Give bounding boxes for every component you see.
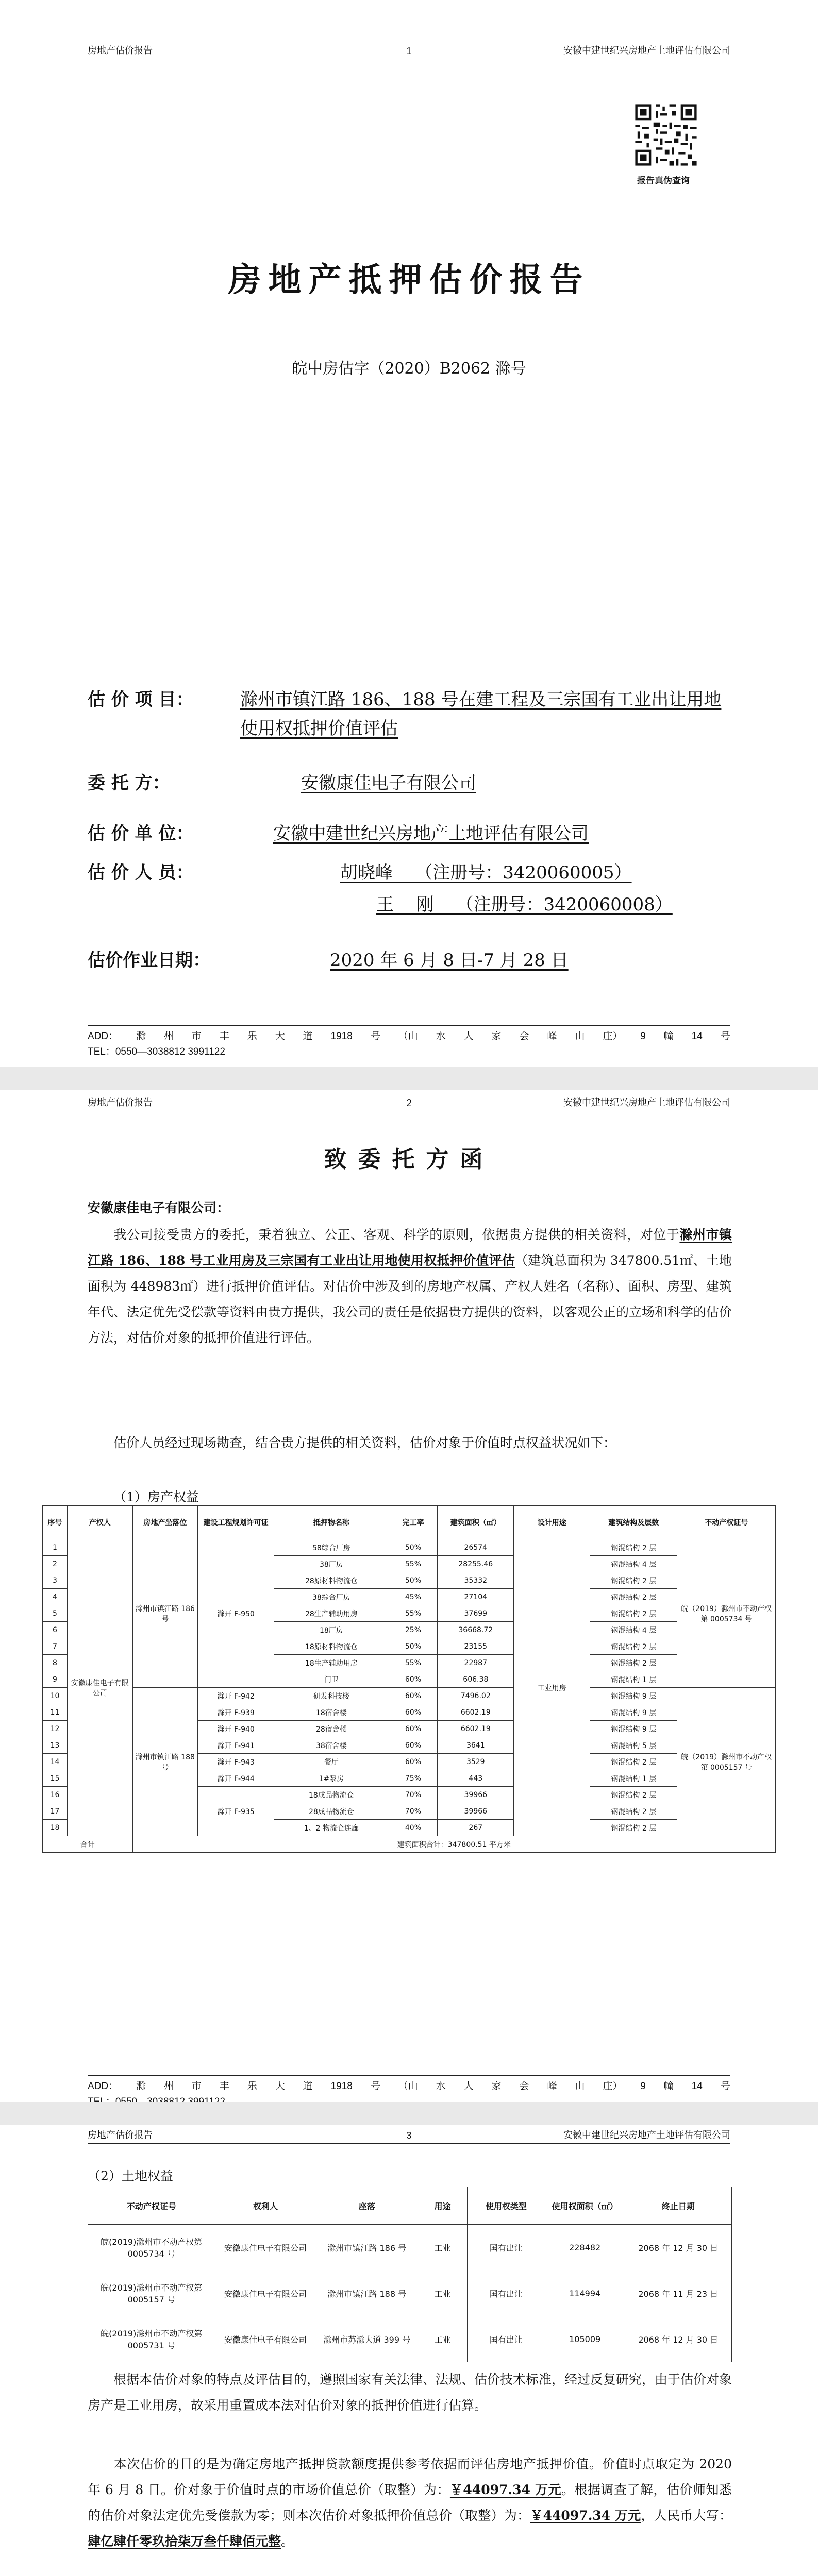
cell-permit: 滁开 F-942 — [198, 1688, 274, 1704]
footer-address-part: （山 — [398, 2081, 418, 2092]
cell-rate: 60% — [389, 1688, 438, 1704]
land-cell: 228482 — [545, 2225, 625, 2270]
cell-name: 1#泵房 — [274, 1770, 389, 1787]
footer-address-part: 家 — [491, 1031, 502, 1042]
cell-area: 36668.72 — [438, 1622, 514, 1638]
cell-rate: 70% — [389, 1787, 438, 1803]
cell-area: 23155 — [438, 1638, 514, 1655]
footer-address-part: 山 — [575, 2081, 585, 2092]
appraiser-row — [88, 858, 732, 915]
header-right: 安徽中建世纪兴房地产土地评估有限公司 — [563, 1097, 730, 1108]
footer-address-part: 14 — [691, 2081, 703, 2092]
th-location: 房地产坐落位 — [132, 1506, 198, 1539]
table-row — [43, 1539, 776, 1556]
cell-permit: 滁开 F-944 — [198, 1770, 274, 1787]
cell-area: 22987 — [438, 1655, 514, 1671]
cell-struct: 钢混结构 2 层 — [590, 1539, 677, 1556]
cell-no: 17 — [43, 1803, 68, 1820]
cell-name: 18原材料物流仓 — [274, 1638, 389, 1655]
cell-owner: 安徽康佳电子有限公司 — [67, 1539, 132, 1836]
footer-address-part: 幢 — [663, 1031, 674, 1042]
th-struct: 建筑结构及层数 — [590, 1506, 677, 1539]
footer-tel: TEL：0550—3038812 3991122 — [88, 1046, 225, 1057]
letter-paragraph-1: 我公司接受贵方的委托，秉着独立、公正、客观、科学的原则，依据贵方提供的相关资料，对位于滁州市镇江路 186、188 号工业用房及三宗国有工业出让用地使用权抵押价值评估（建筑总面积为 347800.51㎡、土地面积为 448983㎡）进行抵押价值评估。对估价中涉及到的房地产权属、产权人姓名（名称）、面积、房型、建筑年代、法定优先受偿款等资料由贵方提供，我公司的责任是依据贵方提供的资料，以客观公正的立场和科学的估价方法，对估价对象的抵押价值进行评估。 — [88, 1227, 732, 1345]
header-page-number: 2 — [406, 1098, 412, 1108]
footer-address-part: 丰 — [219, 2081, 229, 2092]
cell-area: 3641 — [438, 1737, 514, 1754]
footer-address-part: 号 — [370, 2081, 380, 2092]
cell-rate: 55% — [389, 1556, 438, 1572]
th-location: 座落 — [316, 2187, 418, 2225]
th-area: 建筑面积（㎡） — [438, 1506, 514, 1539]
mortgage-value: ￥44097.34 万元 — [530, 2508, 641, 2523]
cell-area: 7496.02 — [438, 1688, 514, 1704]
footer-address-part: 庄） — [603, 2081, 623, 2092]
cell-area: 39966 — [438, 1803, 514, 1820]
header-left: 房地产估价报告 — [88, 2130, 153, 2140]
footer-address-part: 乐 — [247, 1031, 257, 1042]
land-table — [88, 2187, 732, 2362]
footer-address-part: 水 — [436, 1031, 446, 1042]
th-use: 用途 — [418, 2187, 467, 2225]
cell-name: 研发科技楼 — [274, 1688, 389, 1704]
cell-permit: 滁开 F-943 — [198, 1754, 274, 1770]
footer-address-part: 大 — [275, 2081, 285, 2092]
land-cell: 国有出让 — [468, 2316, 545, 2362]
cell-name: 18成品物流仓 — [274, 1787, 389, 1803]
letter-paragraph-2: 估价人员经过现场勘查，结合贵方提供的相关资料，估价对象于价值时点权益状况如下： — [113, 1435, 616, 1450]
cell-rate: 60% — [389, 1754, 438, 1770]
footer-address-part: 庄） — [603, 1031, 623, 1042]
land-cell: 工业 — [418, 2270, 467, 2316]
footer-address-part: 市 — [191, 1031, 202, 1042]
cell-rate: 55% — [389, 1655, 438, 1671]
th-use: 设计用途 — [514, 1506, 590, 1539]
cell-struct: 钢混结构 9 层 — [590, 1688, 677, 1704]
cell-area: 6602.19 — [438, 1721, 514, 1737]
letter-heading: 致委托方函 — [324, 1146, 494, 1173]
page-3 — [0, 2125, 818, 2576]
footer-address-part: 峰 — [547, 1031, 557, 1042]
org-value: 安徽中建世纪兴房地产土地评估有限公司 — [273, 823, 589, 844]
cell-no: 14 — [43, 1754, 68, 1770]
footer-address-part: 峰 — [547, 2081, 557, 2092]
footer-address-part: 大 — [275, 1031, 285, 1042]
letter-paragraph-3: 根据本估价对象的特点及评估目的，遵照国家有关法律、法规、估价技术标准，经过反复研究，由于估价对象房产是工业用房，故采用重置成本法对估价对象的抵押价值进行估算。 — [88, 2372, 732, 2413]
cell-area: 443 — [438, 1770, 514, 1787]
cell-struct: 钢混结构 4 层 — [590, 1622, 677, 1638]
cell-cert: 皖（2019）滁州市不动产权第 0005734 号 — [677, 1539, 776, 1688]
th-name: 抵押物名称 — [274, 1506, 389, 1539]
footer-address-part: 号 — [720, 1031, 730, 1042]
cell-no: 4 — [43, 1589, 68, 1605]
page-separator — [0, 2102, 818, 2125]
land-cell: 安徽康佳电子有限公司 — [215, 2316, 316, 2362]
subject-highlight: 滁州市镇江路 186、188 号工业用房及三宗国有工业出让用地使用权抵押价值评估 — [88, 1227, 732, 1268]
table-total-row — [43, 1836, 776, 1853]
cell-total-value: 建筑面积合计：347800.51 平方米 — [132, 1836, 775, 1853]
cell-area: 28255.46 — [438, 1556, 514, 1572]
cell-cert: 皖（2019）滁州市不动产权第 0005157 号 — [677, 1688, 776, 1836]
footer-address-part: 1918 — [330, 1031, 353, 1042]
cell-rate: 60% — [389, 1704, 438, 1721]
cell-no: 2 — [43, 1556, 68, 1572]
footer-address-part: 号 — [720, 2081, 730, 2092]
land-cell: 滁州市镇江路 186 号 — [316, 2225, 418, 2270]
qr-caption: 报告真伪查询 — [637, 176, 690, 185]
footer-address-part: 山 — [575, 1031, 585, 1042]
cell-name: 18宿舍楼 — [274, 1704, 389, 1721]
cell-name: 28宿舍楼 — [274, 1721, 389, 1737]
footer-address-part: 道 — [303, 2081, 313, 2092]
th-owner: 产权人 — [67, 1506, 132, 1539]
page-footer — [88, 1025, 730, 1060]
cell-name: 28成品物流仓 — [274, 1803, 389, 1820]
cell-no: 3 — [43, 1572, 68, 1589]
land-rights-caption: （2）土地权益 — [88, 2168, 173, 2183]
page-2 — [0, 1090, 818, 2126]
cell-name: 38综合厂房 — [274, 1589, 389, 1605]
page-header — [88, 2128, 730, 2144]
client-value: 安徽康佳电子有限公司 — [301, 773, 476, 793]
cell-area: 606.38 — [438, 1671, 514, 1688]
date-row — [88, 946, 732, 972]
cell-struct: 钢混结构 2 层 — [590, 1572, 677, 1589]
cell-no: 11 — [43, 1704, 68, 1721]
land-cell: 皖(2019)滁州市不动产权第 0005734 号 — [88, 2225, 215, 2270]
cell-no: 8 — [43, 1655, 68, 1671]
cell-rate: 60% — [389, 1737, 438, 1754]
table-row — [88, 2316, 732, 2362]
document-number: 皖中房估字（2020）B2062 滁号 — [292, 360, 526, 378]
project-label: 估 价 项 目： — [88, 689, 194, 710]
cell-name: 餐厅 — [274, 1754, 389, 1770]
cell-permit: 滁开 F-939 — [198, 1704, 274, 1721]
cell-name: 18厂房 — [274, 1622, 389, 1638]
property-table — [42, 1505, 776, 1853]
cell-area: 267 — [438, 1820, 514, 1836]
header-right: 安徽中建世纪兴房地产土地评估有限公司 — [563, 45, 730, 56]
cell-name: 38厂房 — [274, 1556, 389, 1572]
cell-rate: 60% — [389, 1671, 438, 1688]
cell-name: 1、2 物流仓连廊 — [274, 1820, 389, 1836]
footer-address-part: 会 — [519, 1031, 529, 1042]
footer-address-part: 人 — [463, 2081, 474, 2092]
cell-rate: 55% — [389, 1605, 438, 1622]
footer-address-part: 水 — [436, 2081, 446, 2092]
footer-address-part: 会 — [519, 2081, 529, 2092]
cell-struct: 钢混结构 2 层 — [590, 1803, 677, 1820]
footer-address-part: 市 — [191, 2081, 202, 2092]
cell-rate: 70% — [389, 1803, 438, 1820]
th-permit: 建设工程规划许可证 — [198, 1506, 274, 1539]
footer-address-part: 丰 — [219, 1031, 229, 1042]
cell-struct: 钢混结构 1 层 — [590, 1671, 677, 1688]
cell-rate: 75% — [389, 1770, 438, 1787]
cell-name: 28原材料物流仓 — [274, 1572, 389, 1589]
cell-no: 1 — [43, 1539, 68, 1556]
footer-address — [88, 1029, 730, 1044]
table-row — [88, 2225, 732, 2270]
cell-rate: 60% — [389, 1721, 438, 1737]
cell-struct: 钢混结构 2 层 — [590, 1820, 677, 1836]
cell-struct: 钢混结构 2 层 — [590, 1655, 677, 1671]
footer-address-part: 9 — [640, 2081, 646, 2092]
org-label: 估 价 单 位： — [88, 823, 194, 844]
footer-address-part: 州 — [163, 2081, 174, 2092]
footer-address-part: 幢 — [663, 2081, 674, 2092]
cell-permit: 滁开 F-950 — [198, 1539, 274, 1688]
org-row — [88, 819, 732, 845]
header-page-number: 1 — [406, 46, 412, 56]
footer-address-part: 14 — [691, 1031, 703, 1042]
cell-no: 15 — [43, 1770, 68, 1787]
land-cell: 105009 — [545, 2316, 625, 2362]
footer-address-part: 乐 — [247, 2081, 257, 2092]
footer-address-part: 滁 — [136, 2081, 146, 2092]
cell-area: 27104 — [438, 1589, 514, 1605]
cell-permit: 滁开 F-935 — [198, 1787, 274, 1836]
th-cert: 不动产权证号 — [88, 2187, 215, 2225]
cell-area: 37699 — [438, 1605, 514, 1622]
cell-name: 门卫 — [274, 1671, 389, 1688]
cell-struct: 钢混结构 2 层 — [590, 1754, 677, 1770]
cell-rate: 50% — [389, 1638, 438, 1655]
th-rate: 完工率 — [389, 1506, 438, 1539]
land-cell: 滁州市镇江路 188 号 — [316, 2270, 418, 2316]
report-title: 房地产抵押估价报告 — [228, 261, 590, 299]
cell-rate: 50% — [389, 1539, 438, 1556]
footer-address-part: 1918 — [330, 2081, 353, 2092]
header-right: 安徽中建世纪兴房地产土地评估有限公司 — [563, 2130, 730, 2140]
footer-address-part: 9 — [640, 1031, 646, 1042]
th-cert: 不动产权证号 — [677, 1506, 776, 1539]
letter-paragraph-4: 本次估价的目的是为确定房地产抵押贷款额度提供参考依据而评估房地产抵押价值。价值时点取定为 2020 年 6 月 8 日。价对象于价值时点的市场价值总价（取整）为：￥44097.34 万元。根据调查了解，估价师知悉的估价对象法定优先受偿款为零；则本次估价对象抵押价值总价（取整）为：￥44097.34 万元，人民币大写：肆亿肆仟零玖拾柒万叁仟肆佰元整。 — [88, 2456, 732, 2549]
appraiser-1: 胡晓峰 （注册号：3420060005） — [340, 862, 632, 883]
footer-address — [88, 2079, 730, 2094]
date-value: 2020 年 6 月 8 日-7 月 28 日 — [330, 950, 569, 971]
property-rights-caption: （1）房产权益 — [113, 1489, 199, 1504]
page-1 — [0, 0, 818, 1059]
cell-struct: 钢混结构 9 层 — [590, 1721, 677, 1737]
cell-permit: 滁开 F-941 — [198, 1737, 274, 1754]
cell-location: 滁州市镇江路 186 号 — [132, 1539, 198, 1688]
cell-area: 26574 — [438, 1539, 514, 1556]
cell-struct: 钢混结构 2 层 — [590, 1787, 677, 1803]
th-end: 终止日期 — [625, 2187, 731, 2225]
cell-struct: 钢混结构 9 层 — [590, 1704, 677, 1721]
footer-address-part: 道 — [303, 1031, 313, 1042]
land-cell: 安徽康佳电子有限公司 — [215, 2225, 316, 2270]
cell-total-label: 合计 — [43, 1836, 133, 1853]
cell-rate: 50% — [389, 1572, 438, 1589]
cell-rate: 45% — [389, 1589, 438, 1605]
footer-address-part: 号 — [370, 1031, 380, 1042]
land-cell: 2068 年 12 月 30 日 — [625, 2225, 731, 2270]
cell-struct: 钢混结构 2 层 — [590, 1589, 677, 1605]
cell-rate: 40% — [389, 1820, 438, 1836]
land-cell: 2068 年 12 月 30 日 — [625, 2316, 731, 2362]
table-header-row — [88, 2187, 732, 2225]
th-owner: 权利人 — [215, 2187, 316, 2225]
cell-no: 18 — [43, 1820, 68, 1836]
footer-address-part: ADD： — [88, 1031, 119, 1042]
land-cell: 工业 — [418, 2225, 467, 2270]
land-cell: 国有出让 — [468, 2270, 545, 2316]
client-label: 委 托 方： — [88, 773, 170, 793]
footer-address-part: 州 — [163, 1031, 174, 1042]
cell-area: 35332 — [438, 1572, 514, 1589]
header-left: 房地产估价报告 — [88, 45, 153, 56]
header-page-number: 3 — [406, 2130, 412, 2141]
addressee: 安徽康佳电子有限公司： — [88, 1200, 230, 1215]
land-cell: 安徽康佳电子有限公司 — [215, 2270, 316, 2316]
footer-address-part: 滁 — [136, 1031, 146, 1042]
client-row — [88, 769, 732, 794]
land-cell: 2068 年 11 月 23 日 — [625, 2270, 731, 2316]
footer-address-part: 人 — [463, 1031, 474, 1042]
land-cell: 皖(2019)滁州市不动产权第 0005731 号 — [88, 2316, 215, 2362]
table-row — [43, 1688, 776, 1704]
table-row — [88, 2270, 732, 2316]
cell-struct: 钢混结构 2 层 — [590, 1638, 677, 1655]
cell-no: 16 — [43, 1787, 68, 1803]
header-left: 房地产估价报告 — [88, 1097, 153, 1108]
th-area: 使用权面积（㎡） — [545, 2187, 625, 2225]
cell-struct: 钢混结构 2 层 — [590, 1605, 677, 1622]
date-label: 估价作业日期： — [88, 950, 210, 971]
cell-no: 9 — [43, 1671, 68, 1688]
footer-address-part: （山 — [398, 1031, 418, 1042]
cell-location: 滁州市镇江路 188 号 — [132, 1688, 198, 1836]
page-header — [88, 43, 730, 59]
footer-address-part: ADD： — [88, 2081, 119, 2092]
cell-no: 5 — [43, 1605, 68, 1622]
cell-area: 3529 — [438, 1754, 514, 1770]
qr-code-icon — [633, 102, 699, 168]
footer-address-part: 家 — [491, 2081, 502, 2092]
cell-rate: 25% — [389, 1622, 438, 1638]
cell-name: 18生产辅助用房 — [274, 1655, 389, 1671]
cell-struct: 钢混结构 5 层 — [590, 1737, 677, 1754]
cell-no: 13 — [43, 1737, 68, 1754]
cell-permit: 滁开 F-940 — [198, 1721, 274, 1737]
cell-no: 6 — [43, 1622, 68, 1638]
page-header — [88, 1095, 730, 1111]
cell-name: 58综合厂房 — [274, 1539, 389, 1556]
project-row — [88, 685, 732, 742]
cell-struct: 钢混结构 1 层 — [590, 1770, 677, 1787]
cell-area: 39966 — [438, 1787, 514, 1803]
table-header-row — [43, 1506, 776, 1539]
page-separator — [0, 1067, 818, 1090]
market-value: ￥44097.34 万元 — [449, 2482, 562, 2497]
land-cell: 滁州市苏滁大道 399 号 — [316, 2316, 418, 2362]
land-cell: 114994 — [545, 2270, 625, 2316]
land-cell: 皖(2019)滁州市不动产权第 0005157 号 — [88, 2270, 215, 2316]
land-cell: 工业 — [418, 2316, 467, 2362]
cell-area: 6602.19 — [438, 1704, 514, 1721]
cell-name: 28生产辅助用房 — [274, 1605, 389, 1622]
appraiser-2: 王 刚 （注册号：3420060008） — [376, 894, 673, 915]
cell-no: 12 — [43, 1721, 68, 1737]
cell-name: 38宿舍楼 — [274, 1737, 389, 1754]
value-in-words: 肆亿肆仟零玖拾柒万叁仟肆佰元整 — [88, 2534, 281, 2549]
appraiser-label: 估 价 人 员： — [88, 862, 194, 883]
cell-no: 7 — [43, 1638, 68, 1655]
land-cell: 国有出让 — [468, 2225, 545, 2270]
th-type: 使用权类型 — [468, 2187, 545, 2225]
th-no: 序号 — [43, 1506, 68, 1539]
cell-no: 10 — [43, 1688, 68, 1704]
project-value: 滁州市镇江路 186、188 号在建工程及三宗国有工业出让用地使用权抵押价值评估 — [240, 689, 722, 739]
cell-struct: 钢混结构 4 层 — [590, 1556, 677, 1572]
cell-use: 工业用房 — [514, 1539, 590, 1836]
